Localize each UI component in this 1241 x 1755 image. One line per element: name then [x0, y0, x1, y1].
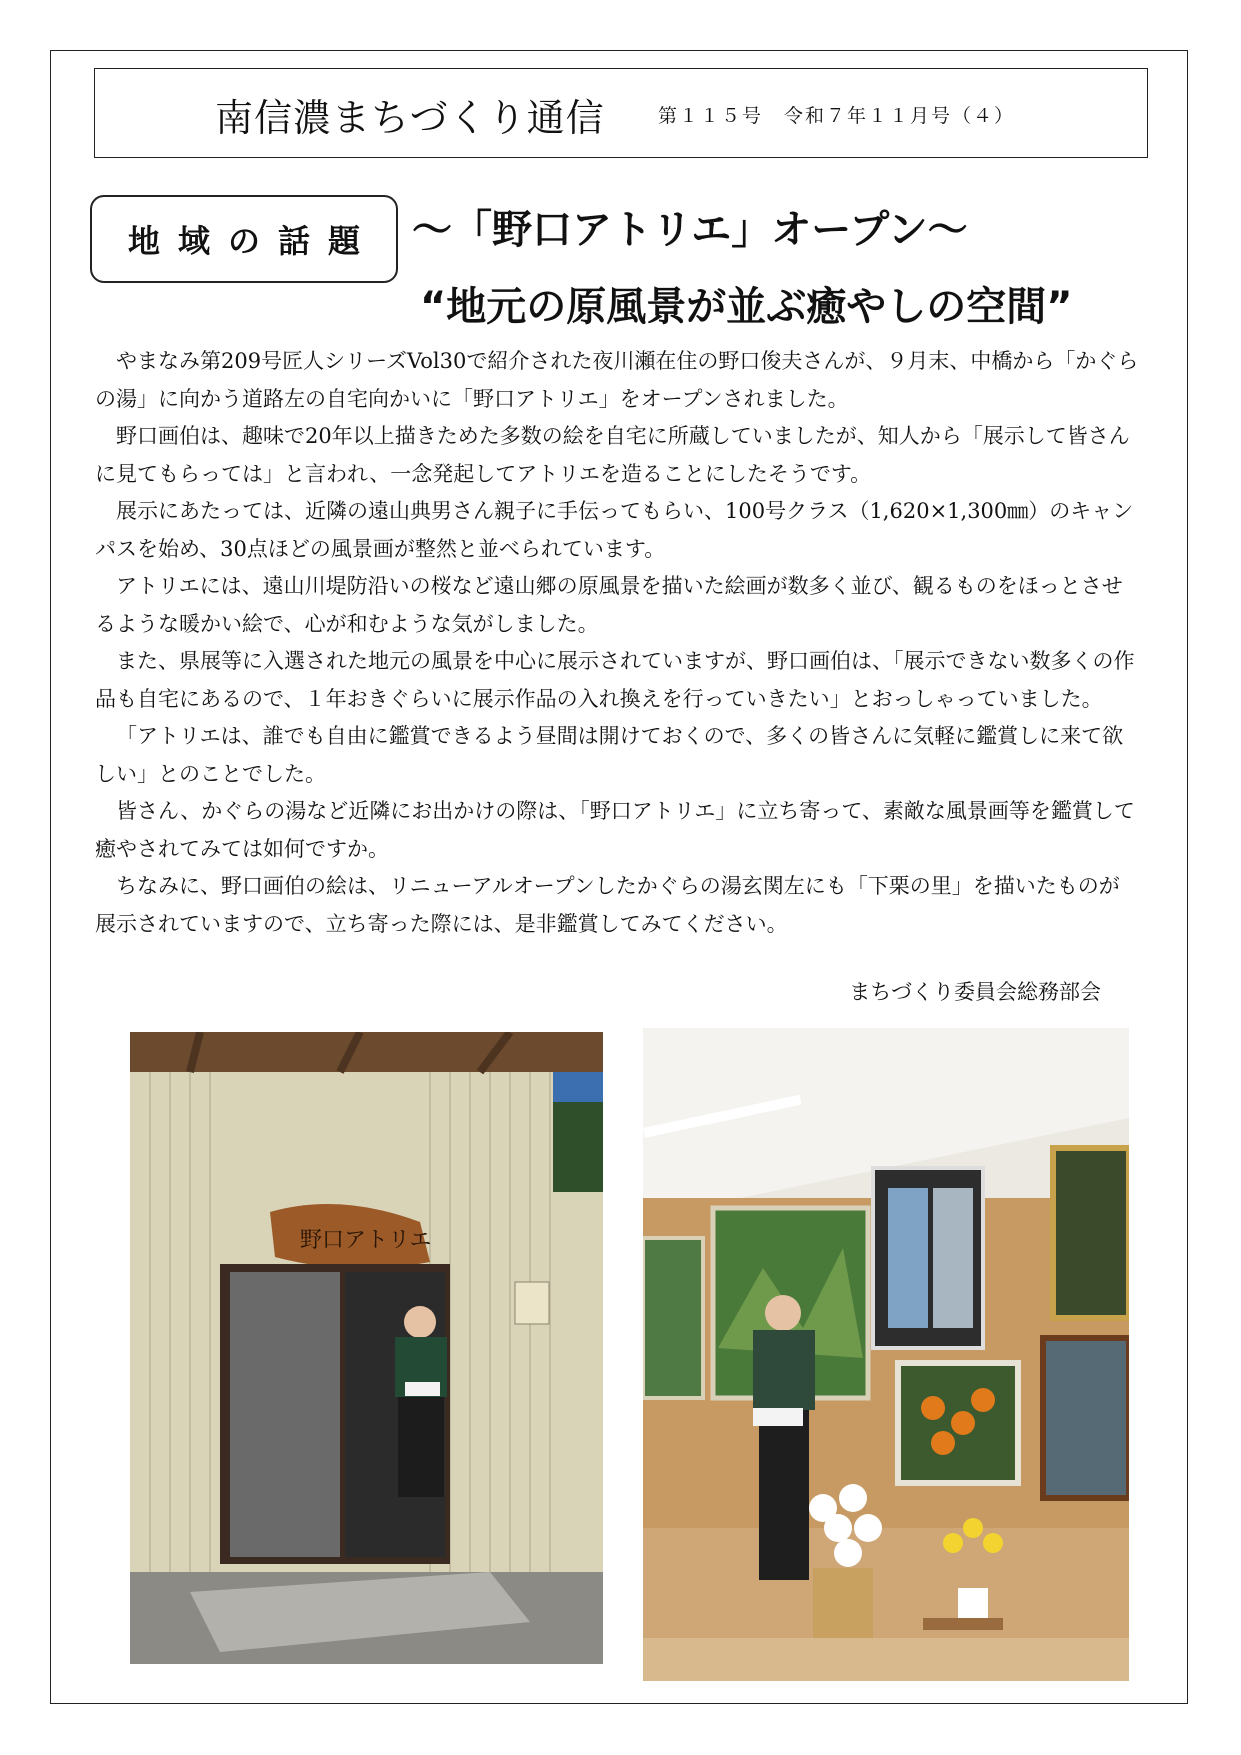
article-paragraph: 展示にあたっては、近隣の遠山典男さん親子に手伝ってもらい、100号クラス（1,620×1,300㎜）のキャンパスを始め、30点ほどの風景画が整然と並べられています。: [95, 499, 1134, 561]
svg-text:野口アトリエ: 野口アトリエ: [300, 1228, 432, 1253]
issue-number: 第１１５号 令和７年１１月号（４）: [658, 105, 1016, 127]
newsletter-title: 南信濃まちづくり通信: [215, 96, 605, 140]
newsletter-header: [94, 68, 1148, 158]
topic-badge-label: 地域の話題: [127, 222, 378, 260]
article-paragraph: やまなみ第209号匠人シリーズVol30で紹介された夜川瀬在住の野口俊夫さんが、９月末、中橋から「かぐらの湯」に向かう道路左の自宅向かいに「野口アトリエ」をオープンされました。: [95, 349, 1139, 411]
atelier-entrance-photo: [130, 1032, 603, 1664]
subheadline: “地元の原風景が並ぶ癒やしの空間”: [420, 284, 1073, 330]
gallery-interior-photo: [643, 1028, 1129, 1681]
article-paragraph: また、県展等に入選された地元の風景を中心に展示されていますが、野口画伯は、「展示できない数多くの作品も自宅にあるので、１年おきぐらいに展示作品の入れ換えを行っていきたい」とおっしゃっていました。: [95, 649, 1135, 711]
article-body: [95, 343, 1140, 943]
article-paragraph: 「アトリエは、誰でも自由に鑑賞できるよう昼間は開けておくので、多くの皆さんに気軽に鑑賞しに来て欲しい」とのことでした。: [95, 724, 1124, 786]
article-paragraph: 野口画伯は、趣味で20年以上描きためた多数の絵を自宅に所蔵していましたが、知人から「展示して皆さんに見てもらっては」と言われ、一念発起してアトリエを造ることにしたそうです。: [95, 424, 1130, 486]
article-paragraph: ちなみに、野口画伯の絵は、リニューアルオープンしたかぐらの湯玄関左にも「下栗の里」を描いたものが展示されていますので、立ち寄った際には、是非鑑賞してみてください。: [95, 874, 1120, 936]
headline: ～「野口アトリエ」オープン～: [412, 207, 968, 253]
topic-badge: [90, 195, 398, 283]
article-signature: まちづくり委員会総務部会: [849, 980, 1101, 1004]
article-paragraph: アトリエには、遠山川堤防沿いの桜など遠山郷の原風景を描いた絵画が数多く並び、観るものをほっとさせるような暖かい絵で、心が和むような気がしました。: [95, 574, 1123, 636]
article-paragraph: 皆さん、かぐらの湯など近隣にお出かけの際は、「野口アトリエ」に立ち寄って、素敵な風景画等を鑑賞して癒やされてみては如何ですか。: [95, 799, 1135, 861]
